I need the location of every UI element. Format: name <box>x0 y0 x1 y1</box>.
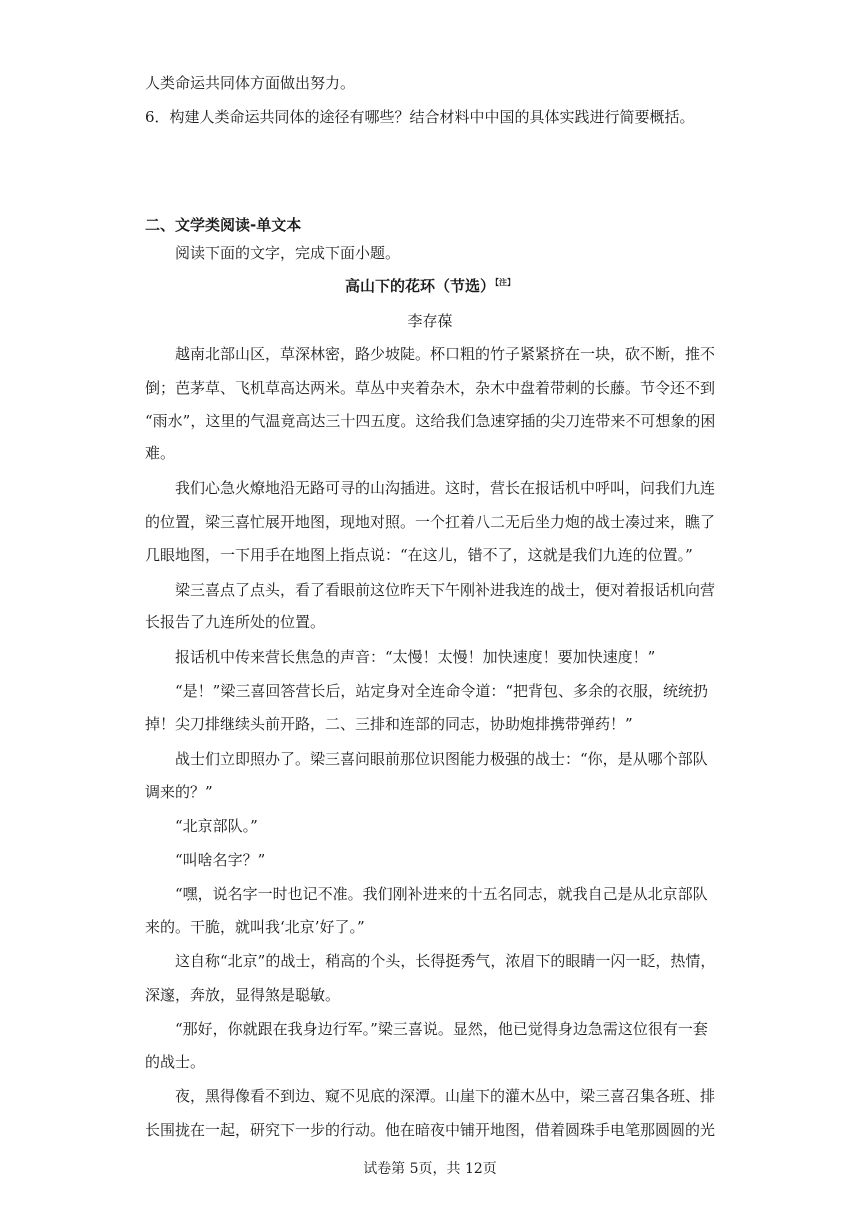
paragraph-line: “那好，你就跟在我身边行军。”梁三喜说。显然，他已觉得身边急需这位很有一套 <box>175 1020 708 1038</box>
paragraph-line: 这自称“北京”的战士，稍高的个头，长得挺秀气，浓眉下的眼睛一闪一眨，热情， <box>175 952 716 970</box>
paragraph-line: 调来的？” <box>145 783 213 801</box>
paragraph-line: 报话机中传来营长焦急的声音：“太慢！太慢！加快速度！要加快速度！” <box>175 648 656 666</box>
paragraph-line: “叫啥名字？” <box>175 851 266 869</box>
paragraph-line: “北京部队。” <box>175 817 258 835</box>
paragraph-line: 深邃，奔放，显得煞是聪敏。 <box>145 986 341 1004</box>
paragraph-line: “嘿，说名字一时也记不准。我们刚补进来的十五名同志，就我自己是从北京部队 <box>175 885 708 903</box>
passage-author: 李存葆 <box>407 312 453 330</box>
instruction-line: 阅读下面的文字，完成下面小题。 <box>175 244 401 262</box>
page-footer: 试卷第 5页，共 12页 <box>363 1161 497 1177</box>
passage-title-text: 高山下的花环（节选） <box>344 277 495 295</box>
paragraph-line: 战士们立即照办了。梁三喜问眼前那位识图能力极强的战士：“你，是从哪个部队 <box>175 750 708 768</box>
paragraph-line: “是！”梁三喜回答营长后，站定身对全连命令道：“把背包、多余的衣服，统统扔 <box>175 682 709 700</box>
paragraph-line: 几眼地图，一下用手在地图上指点说：“在这儿，错不了，这就是我们九连的位置。” <box>145 546 693 564</box>
paragraph-line: 掉！尖刀排继续头前开路，二、三排和连部的同志，协助炮排携带弹药！” <box>145 715 633 733</box>
paragraph-line: 梁三喜点了点头，看了看眼前这位昨天下午刚补进我连的战士，便对着报话机向营 <box>175 581 716 599</box>
question-6: 6．构建人类命运共同体的途径有哪些？结合材料中中国的具体实践进行简要概括。 <box>145 108 695 126</box>
passage-title <box>145 276 715 296</box>
paragraph-line: 我们心急火燎地沿无路可寻的山沟插进。这时，营长在报话机中呼叫，问我们九连 <box>175 479 716 497</box>
footnote-marker: 【注】 <box>495 278 515 287</box>
text-line: 人类命运共同体方面做出努力。 <box>145 74 356 92</box>
paragraph-line: “雨水”，这里的气温竟高达三十四五度。这给我们急速穿插的尖刀连带来不可想象的困 <box>145 412 716 430</box>
paragraph-line: 夜，黑得像看不到边、窥不见底的深潭。山崖下的灌木丛中，梁三喜召集各班、排 <box>175 1087 716 1105</box>
paragraph-line: 来的。干脆，就叫我‘北京’好了。” <box>145 918 365 936</box>
paragraph-line: 的位置，梁三喜忙展开地图，现地对照。一个扛着八二无后坐力炮的战士凑过来，瞧了 <box>145 513 716 531</box>
paragraph-line: 的战士。 <box>145 1053 206 1071</box>
paragraph-line: 越南北部山区，草深林密，路少坡陡。杯口粗的竹子紧紧挤在一块，砍不断，推不 <box>175 345 716 363</box>
paragraph-line: 长报告了九连所处的位置。 <box>145 613 326 631</box>
paragraph-line: 倒；芭茅草、飞机草高达两米。草丛中夹着杂木，杂木中盘着带刺的长藤。节令还不到 <box>145 379 716 397</box>
paragraph-line: 难。 <box>145 444 176 462</box>
section-heading: 二、文学类阅读-单文本 <box>145 216 302 234</box>
paragraph-line: 长围拢在一起，研究下一步的行动。他在暗夜中铺开地图，借着圆珠手电笔那圆圆的光 <box>145 1121 716 1139</box>
